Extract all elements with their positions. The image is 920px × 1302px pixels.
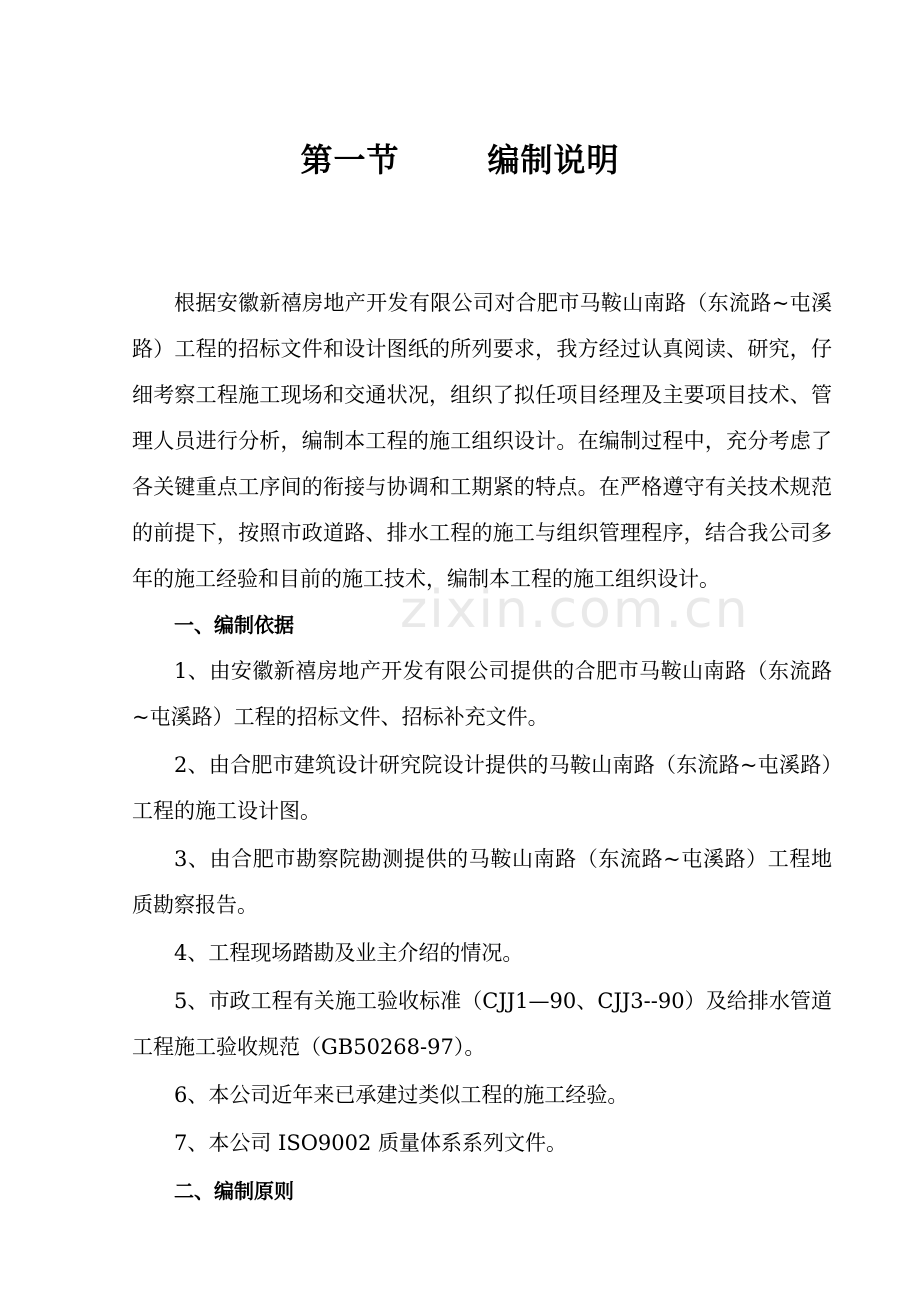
intro-paragraph: 根据安徽新禧房地产开发有限公司对合肥市马鞍山南路（东流路~屯溪路）工程的招标文件和设计图纸的所列要求，我方经过认真阅读、研究，仔细考察工程施工现场和交通状况，组织了拟任项目经理及主要项目技术、管理人员进行分析，编制本工程的施工组织设计。在编制过程中，充分考虑了各关键重点工序间的衔接与协调和工期紧的特点。在严格遵守有关技术规范的前提下，按照市政道路、排水工程的施工与组织管理程序，结合我公司多年的施工经验和目前的施工技术，编制本工程的施工组织设计。 <box>132 291 832 591</box>
basis-item-1: 1、由安徽新禧房地产开发有限公司提供的合肥市马鞍山南路（东流路~屯溪路）工程的招标文件、招标补充文件。 <box>132 659 832 729</box>
basis-item-7: 7、本公司 ISO9002 质量体系系列文件。 <box>174 1131 568 1155</box>
basis-item-2: 2、由合肥市建筑设计研究院设计提供的马鞍山南路（东流路~屯溪路）工程的施工设计图。 <box>132 753 832 823</box>
section-name: 编制说明 <box>487 141 620 179</box>
section-number: 第一节 <box>300 141 400 179</box>
heading-principles: 二、编制原则 <box>174 1179 294 1203</box>
document-body <box>132 280 832 1214</box>
basis-item-4: 4、工程现场踏勘及业主介绍的情况。 <box>174 941 524 965</box>
heading-basis: 一、编制依据 <box>174 613 294 637</box>
basis-item-6: 6、本公司近年来已承建过类似工程的施工经验。 <box>174 1083 629 1107</box>
basis-item-5: 5、市政工程有关施工验收标准（CJJ1—90、CJJ3--90）及给排水管道工程施工验收规范（GB50268-97）。 <box>132 989 832 1059</box>
section-title <box>0 138 920 182</box>
basis-item-3: 3、由合肥市勘察院勘测提供的马鞍山南路（东流路~屯溪路）工程地质勘察报告。 <box>132 847 832 917</box>
watermark: zixin.com.cn <box>400 580 750 640</box>
